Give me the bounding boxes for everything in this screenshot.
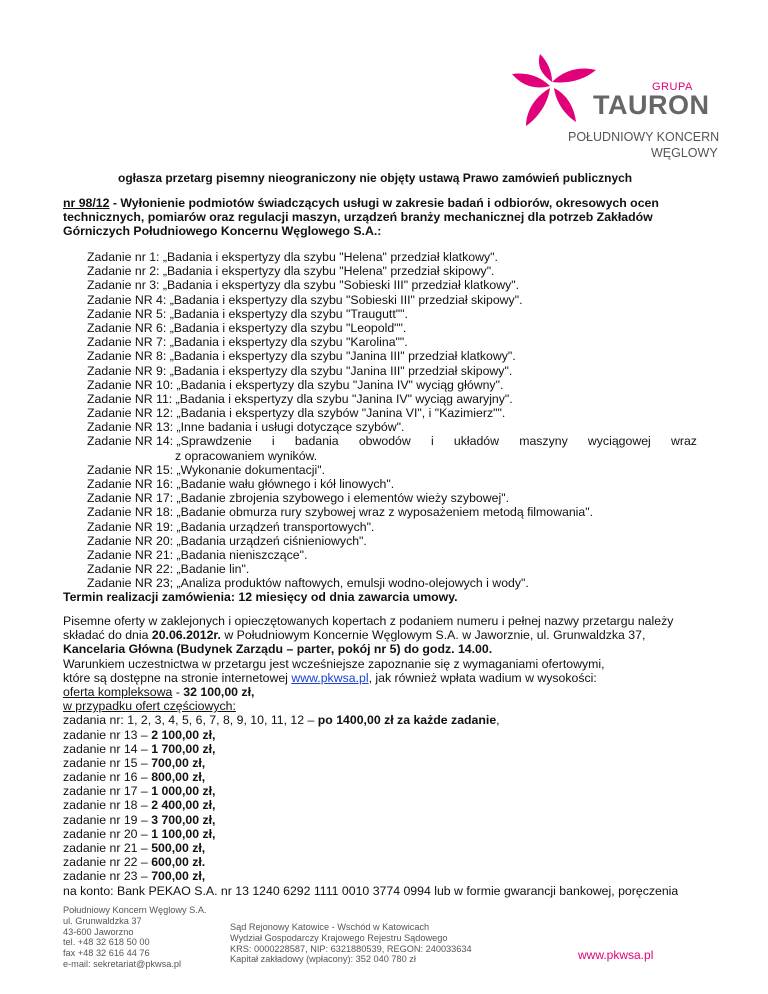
deposit-label: zadanie nr 13 – [63, 727, 152, 742]
logo-company-line1: POŁUDNIOWY KONCERN [568, 130, 720, 144]
task-item: Zadanie nr 1: „Badania i ekspertyzy dla szybu "Helena" przedział klatkowy". [87, 250, 498, 264]
deposit-row [63, 813, 713, 827]
task-item: Zadanie NR 19: „Badania urządzeń transportowych". [87, 519, 375, 534]
website-link[interactable]: www.pkwsa.pl [291, 670, 369, 685]
deposit-row [63, 728, 713, 742]
task-item: Zadanie NR 10: „Badania i ekspertyzy dla szybu "Janina IV" wyciąg główny". [87, 377, 504, 392]
offer-line [63, 713, 713, 727]
task14-word: maszyny [519, 434, 568, 449]
offer-text: w Południowym Koncernie Węglowym S.A. w Jaworznie, ul. Grunwaldzka 37, [220, 628, 646, 643]
footer-registry-info [230, 922, 472, 965]
footer-line: Kapitał zakładowy (wpłacony): 352 040 780 zł [230, 954, 416, 965]
task-item: Zadanie NR 8: „Badania i ekspertyzy dla szybu "Janina III" przedział klatkowy". [87, 349, 516, 364]
footer-line: Wydział Gospodarczy Krajowego Rejestru Sądowego [230, 932, 448, 943]
offer-conditions [63, 614, 713, 898]
offer-line [63, 628, 713, 642]
tauron-star-icon [508, 52, 598, 132]
task14-word: wraz [670, 434, 697, 449]
deposit-label: zadanie nr 23 – [63, 869, 152, 884]
offer-text: które są dostępne na stronie internetowej [63, 670, 292, 685]
deposit-value: 800,00 zł, [151, 770, 206, 785]
deposit-value: 1 700,00 zł, [151, 741, 216, 756]
deadline-date: 20.06.2012r. [151, 628, 221, 643]
deposit-label: zadanie nr 15 – [63, 755, 152, 770]
task-item: Zadanie nr 2: „Badania i ekspertyzy dla szybu "Helena" przedział skipowy". [87, 264, 495, 279]
task-item: Zadanie NR 11: „Badania i ekspertyzy dla szybu "Janina IV" wyciąg awaryjny". [87, 391, 513, 406]
deposit-row [63, 784, 713, 798]
deposit-label: zadanie nr 16 – [63, 770, 152, 785]
task-item: Zadanie NR 9: „Badania i ekspertyzy dla szybu "Janina III" przedział skipowy". [87, 363, 513, 378]
task-item: Zadanie NR 7: „Badania i ekspertyzy dla szybu "Karolina"". [87, 335, 408, 350]
task14-continuation: z opracowaniem wyników. [175, 448, 318, 463]
deposit-label: zadanie nr 17 – [63, 784, 152, 799]
logo-tauron: TAURON [593, 90, 710, 120]
complex-offer-label: oferta kompleksowa [63, 684, 173, 699]
deposit-row [63, 770, 713, 784]
bank-account-line: na konto: Bank PEKAO S.A. nr 13 1240 6292 1111 0010 3774 0994 lub w formie gwarancji bankowej, poręczenia [63, 883, 679, 898]
offer-text: - [172, 684, 184, 699]
offer-line: Warunkiem uczestnictwa w przetargu jest wcześniejsze zapoznanie się z wymaganiami ofertowymi, [63, 656, 605, 671]
task-list [87, 250, 717, 591]
logo-grupa: GRUPA [652, 81, 693, 93]
footer-website-link[interactable]: www.pkwsa.pl [578, 948, 654, 962]
footer-line: Południowy Koncern Węglowy S.A. [63, 905, 207, 915]
deposit-label: zadanie nr 21 – [63, 841, 152, 855]
deposit-row [63, 841, 713, 855]
deposit-value: 1 000,00 zł, [151, 784, 216, 799]
deposit-row [63, 798, 713, 812]
deposit-row [63, 756, 713, 770]
task14-word: układów [453, 434, 500, 449]
task14-word: i [430, 434, 434, 449]
deposit-value: 3 700,00 zł, [151, 812, 216, 827]
deposit-value: 700,00 zł, [151, 755, 206, 770]
footer-company-info [63, 905, 207, 970]
deposit-row [63, 742, 713, 756]
deposit-per-task: po 1400,00 zł za każde zadanie [317, 713, 497, 728]
offer-text: zadania nr: 1, 2, 3, 4, 5, 6, 7, 8, 9, 10, 11, 12 – [63, 713, 318, 728]
task-item: Zadanie NR 12: „Badania i ekspertyzy dla szybów "Janina VI", i "Kazimierz"". [87, 406, 506, 421]
task14-word: badania [294, 434, 339, 449]
deposit-label: zadanie nr 19 – [63, 812, 152, 827]
completion-term: Termin realizacji zamówienia: 12 miesięcy od dnia zawarcia umowy. [63, 590, 458, 604]
offer-line [63, 671, 713, 685]
footer-line: ul. Grunwaldzka 37 [63, 915, 142, 926]
complex-offer-amount: 32 100,00 zł, [183, 684, 255, 699]
offer-text: , jak również wpłata wadium w wysokości: [368, 670, 597, 685]
task-item: Zadanie NR 6: „Badania i ekspertyzy dla szybu "Leopold"". [87, 320, 407, 335]
task-item: Zadanie NR 17: „Badanie zbrojenia szybowego i elementów wieży szybowej". [87, 491, 509, 506]
task-item: Zadanie nr 3: „Badania i ekspertyzy dla szybu "Sobieski III" przedział klatkowy". [87, 278, 520, 293]
deposit-label: zadanie nr 22 – [63, 855, 152, 870]
footer-line: fax +48 32 616 44 76 [63, 948, 150, 959]
task-item: Zadanie NR 16: „Badanie wału głównego i kół linowych". [87, 477, 395, 491]
partial-offers-label: w przypadku ofert częściowych: [63, 699, 236, 714]
announcement-subject [63, 196, 708, 239]
deposit-row [63, 855, 713, 869]
deposit-row [63, 827, 713, 841]
footer-line: KRS: 0000228587, NIP: 6321880539, REGON: 240033634 [230, 943, 472, 954]
task-item: Zadanie NR 4: „Badania i ekspertyzy dla szybu "Sobieski III" przedział skipowy". [87, 292, 523, 307]
task14-word: wyciągowej [587, 434, 651, 449]
deposit-row [63, 869, 713, 883]
deposit-value: 2 100,00 zł, [151, 727, 216, 742]
deposit-value: 1 100,00 zł, [151, 826, 216, 841]
task-item: Zadanie NR 13: „Inne badania i usługi dotyczące szybów". [87, 420, 405, 435]
task14-word: obwodów [358, 434, 411, 449]
task-item: Zadanie NR 21: „Badania nieniszczące". [87, 547, 308, 562]
deposit-value: 700,00 zł, [151, 869, 206, 884]
deposit-label: zadanie nr 14 – [63, 741, 152, 756]
deposit-value: 500,00 zł, [151, 841, 206, 855]
task-item: Zadanie NR 22: „Badanie lin". [87, 562, 250, 577]
announcement-intro: ogłasza przetarg pisemny nieograniczony nie objęty ustawą Prawo zamówień publicznych [118, 171, 633, 185]
task-item: Zadanie NR 20: „Badania urządzeń ciśnieniowych". [87, 533, 367, 548]
offer-line [63, 685, 713, 699]
deposit-value: 600,00 zł. [151, 855, 206, 870]
task14-word: Zadanie NR 14: „Sprawdzenie [87, 434, 252, 449]
logo-company-line2: WĘGLOWY [651, 146, 718, 160]
task-item: Zadanie NR 23; „Analiza produktów naftowych, emulsji wodno-olejowych i wody". [87, 576, 529, 591]
footer-line: 43-600 Jaworzno [63, 926, 134, 937]
footer-line: e-mail: sekretariat@pkwsa.pl [63, 958, 182, 969]
task-item: Zadanie NR 15: „Wykonanie dokumentacji". [87, 462, 326, 477]
offer-text: , [496, 713, 500, 728]
deposit-label: zadanie nr 18 – [63, 798, 152, 813]
subject-text: - Wyłonienie podmiotów świadczących usługi w zakresie badań i odbiorów, okresowych ocen technicznych, pomiarów oraz regulacji maszyn, urządzeń branży mechanicznej dla potrzeb Zakładów Górniczych Południowego Koncernu Węglowego S.A.: [63, 196, 659, 239]
footer-line: Sąd Rejonowy Katowice - Wschód w Katowicach [230, 922, 430, 932]
task14-word: i [271, 434, 275, 449]
offer-line: Pisemne oferty w zaklejonych i opieczętowanych kopertach z podaniem numeru i pełnej nazwy przetargu należy [63, 614, 674, 628]
deposit-value: 2 400,00 zł, [151, 798, 216, 813]
offer-location: Kancelaria Główna (Budynek Zarządu – parter, pokój nr 5) do godz. 14.00. [63, 642, 493, 657]
deposit-label: zadanie nr 20 – [63, 826, 152, 841]
footer-line: tel. +48 32 618 50 00 [63, 937, 150, 948]
task-item: Zadanie NR 5: „Badania i ekspertyzy dla szybu "Traugutt"". [87, 306, 408, 321]
tender-number: nr 98/12 [63, 196, 110, 210]
offer-text: składać do dnia [63, 628, 152, 643]
task-item: Zadanie NR 18: „Badanie obmurza rury szybowej wraz z wyposażeniem metodą filmowania". [87, 505, 594, 520]
task-item-14 [87, 434, 697, 448]
